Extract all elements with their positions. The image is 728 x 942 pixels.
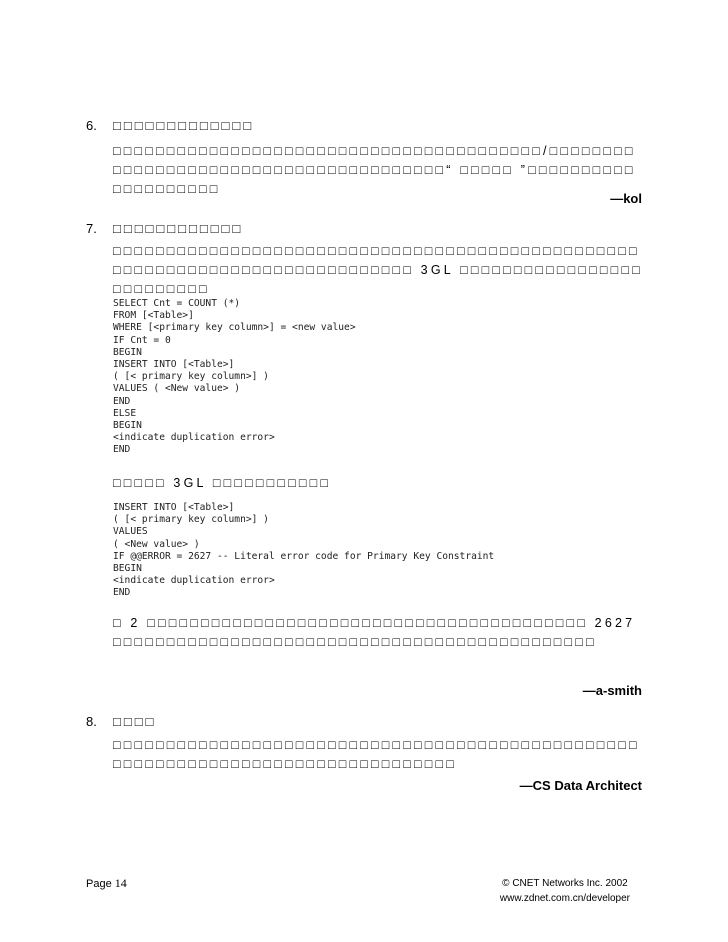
- section-7-mid-text: □□□□□ 3GL □□□□□□□□□□□: [113, 476, 332, 490]
- section-7-body: □□□□□□□□□□□□□□□□□□□□□□□□□□□□□□□□□□□□□□□□□□□□□□□□□□□□□□□□□□□□□□□□□□□□□□□□□□□□□ 3GL □□□□□□□□□□□□□□□□□□□□□□□□□□: [113, 244, 643, 296]
- section-8-number: 8.: [86, 714, 97, 729]
- code-block-error-check: INSERT INTO [<Table>] ( [< primary key column>] ) VALUES ( <New value> ) IF @@ERROR = 2627 -- Literal error code for Primary Key Constraint BEGIN <indicate duplication error> END: [113, 502, 495, 599]
- section-6-signature: —kol: [610, 191, 642, 206]
- page-number: 14: [114, 876, 127, 890]
- section-7-title: □□□□□□□□□□□□: [113, 221, 244, 236]
- section-7-after-text: □ 2 □□□□□□□□□□□□□□□□□□□□□□□□□□□□□□□□□□□□□□□□□ 2627□□□□□□□□□□□□□□□□□□□□□□□□□□□□□□□□□□□□□□□□□□□□□: [113, 616, 636, 649]
- section-6-body: □□□□□□□□□□□□□□□□□□□□□□□□□□□□□□□□□□□□□□□□/□□□□□□□□□□□□□□□□□□□□□□□□□□□□□□□□□□□□□□□“ □□□□□ ”□□□□□□□□□□□□□□□□□□□□: [113, 144, 636, 196]
- section-6-number: 6.: [86, 118, 97, 133]
- page-label: Page: [86, 878, 112, 890]
- page-number-label: [86, 876, 127, 891]
- section-7-number: 7.: [86, 221, 97, 236]
- code-block-select-insert: SELECT Cnt = COUNT (*) FROM [<Table>] WHERE [<primary key column>] = <new value> IF Cnt = 0 BEGIN INSERT INTO [<Table>] ( [< primary key column>] ) VALUES ( <New value> ) END ELSE BEGIN <indicate duplication error> END: [113, 298, 356, 456]
- section-6-title: □□□□□□□□□□□□□: [113, 118, 255, 133]
- section-8-signature: —CS Data Architect: [519, 778, 642, 793]
- copyright-text: © CNET Networks Inc. 2002: [502, 878, 628, 889]
- footer-credits: [500, 876, 630, 906]
- section-7-signature: —a-smith: [582, 683, 642, 698]
- section-8-title: □□□□: [113, 714, 157, 729]
- website-link[interactable]: www.zdnet.com.cn/developer: [499, 893, 630, 904]
- section-8-body: □□□□□□□□□□□□□□□□□□□□□□□□□□□□□□□□□□□□□□□□□□□□□□□□□□□□□□□□□□□□□□□□□□□□□□□□□□□□□□□□□: [113, 738, 640, 771]
